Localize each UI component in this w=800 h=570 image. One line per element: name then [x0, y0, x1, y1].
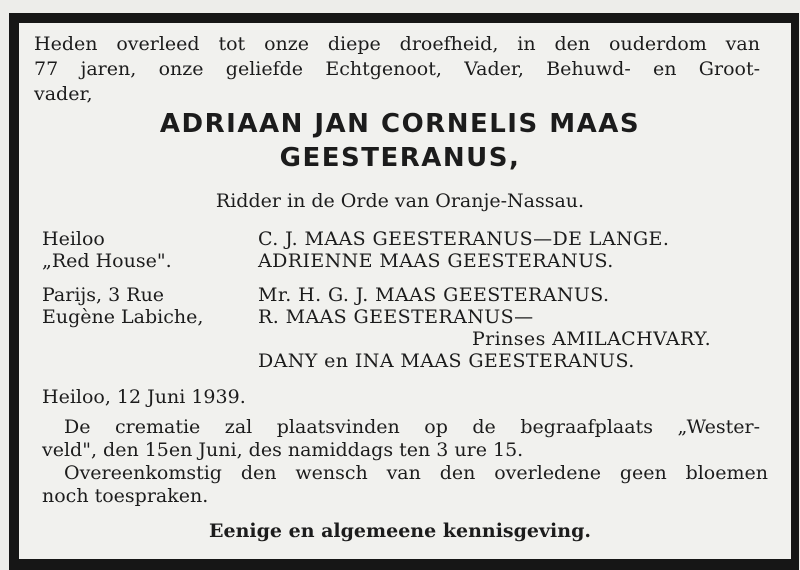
intro-line-2: 77 jaren, onze geliefde Echtgenoot, Vader, Behuwd- en Groot- — [34, 58, 760, 80]
family-member-5: DANY en INA MAAS GEESTERANUS. — [258, 350, 635, 372]
intro-line-3: vader, — [34, 83, 93, 105]
cremation-line-1: De crematie zal plaatsvinden op de begraafplaats „Wester- — [64, 416, 760, 438]
family-member-2: ADRIENNE MAAS GEESTERANUS. — [258, 250, 614, 272]
family-member-4-title: Prinses AMILACHVARY. — [472, 328, 712, 350]
wish-line-2: noch toespraken. — [42, 485, 209, 507]
location-paris-line-1: Parijs, 3 Rue — [42, 284, 165, 306]
closing-notice: Eenige en algemeene kennisgeving. — [209, 520, 591, 542]
location-heiloo-line-2: „Red House". — [42, 250, 172, 272]
place-date: Heiloo, 12 Juni 1939. — [42, 386, 246, 408]
wish-line-1: Overeenkomstig den wensch van den overledene geen bloemen — [64, 462, 768, 484]
deceased-name-line-1: ADRIAAN JAN CORNELIS MAAS — [159, 109, 641, 139]
location-heiloo-line-1: Heiloo — [42, 228, 105, 250]
honour-title: Ridder in de Orde van Oranje-Nassau. — [215, 190, 585, 212]
family-member-3: Mr. H. G. J. MAAS GEESTERANUS. — [258, 284, 610, 306]
family-member-1: C. J. MAAS GEESTERANUS—DE LANGE. — [258, 228, 670, 250]
cremation-line-2: veld", den 15en Juni, des namiddags ten 3 ure 15. — [42, 439, 524, 461]
family-member-4: R. MAAS GEESTERANUS— — [258, 306, 534, 328]
deceased-name-line-2: GEESTERANUS, — [279, 143, 521, 173]
intro-line-1: Heden overleed tot onze diepe droefheid, in den ouderdom van — [34, 33, 760, 55]
location-paris-line-2: Eugène Labiche, — [42, 306, 204, 328]
